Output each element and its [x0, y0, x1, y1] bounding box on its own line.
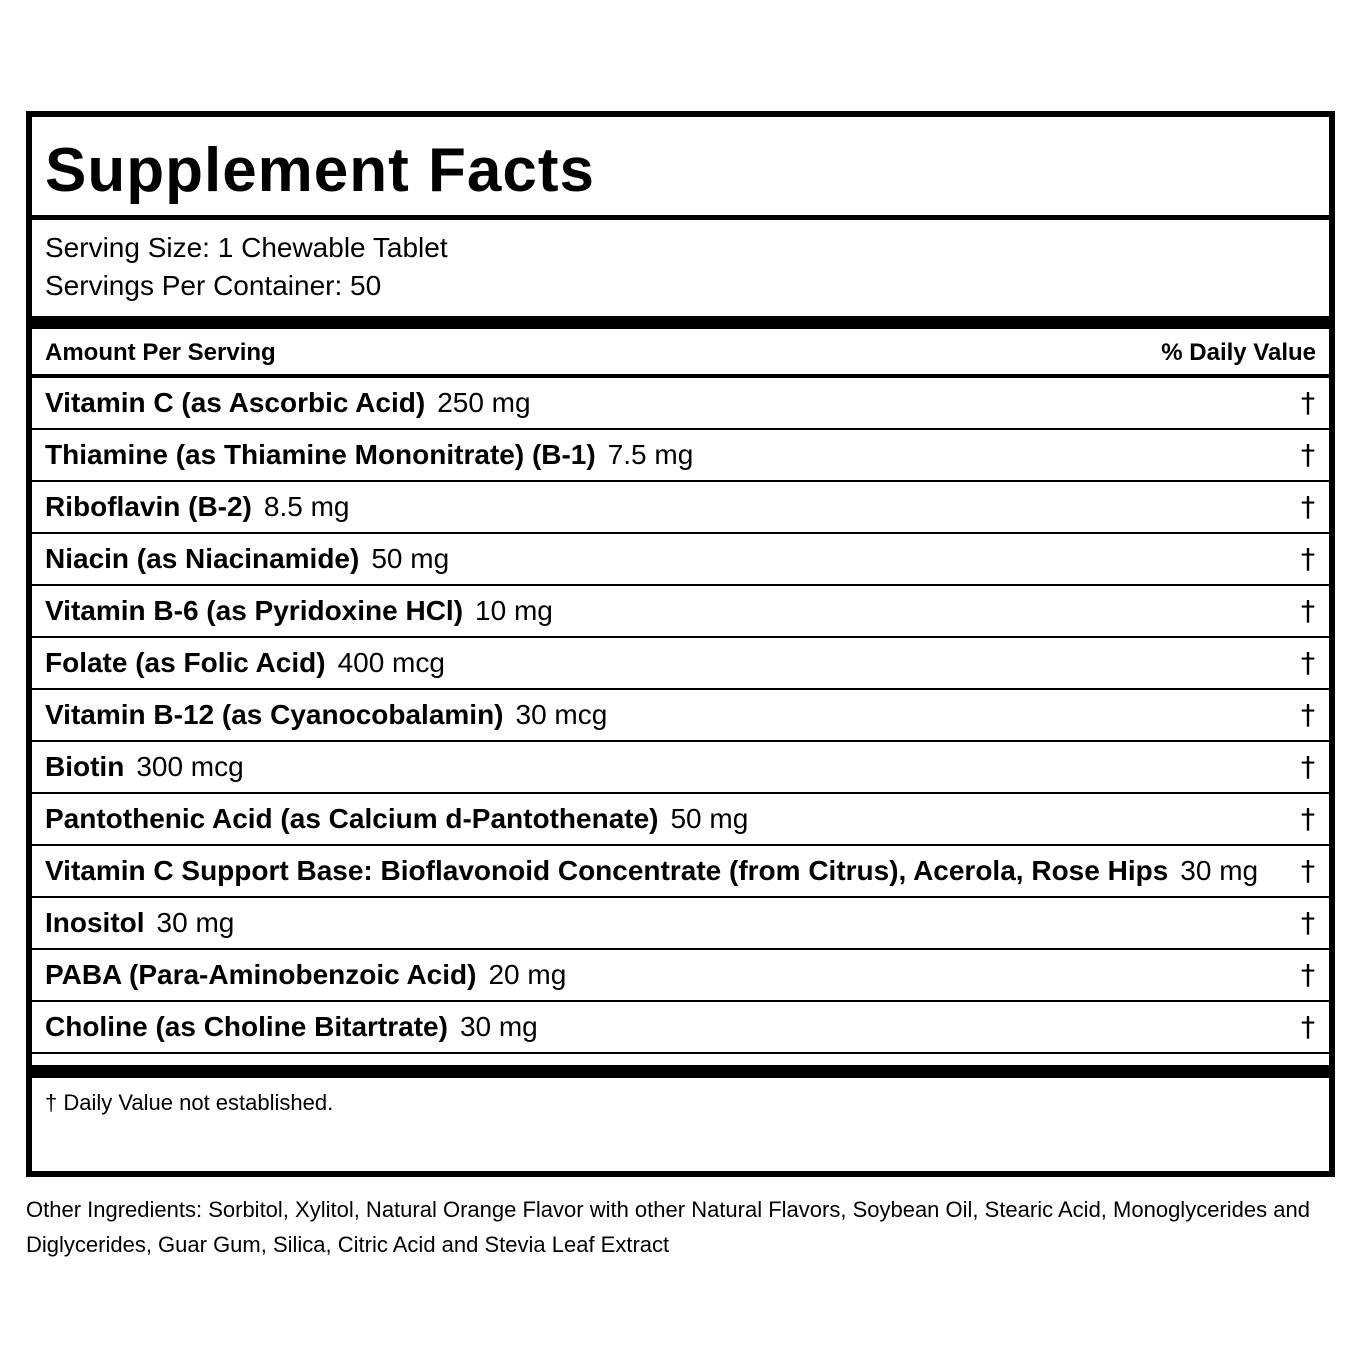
nutrient-name: PABA (Para-Aminobenzoic Acid): [45, 959, 477, 990]
table-row: [32, 482, 1329, 534]
table-row: [32, 534, 1329, 586]
nutrient-label: [45, 907, 234, 939]
nutrient-label: [45, 543, 449, 575]
daily-value-dagger: †: [1301, 750, 1315, 783]
nutrient-amount: 30 mg: [1180, 855, 1259, 886]
table-end-spacer: [32, 1054, 1329, 1065]
nutrient-label: [45, 959, 566, 991]
servings-per-container: Servings Per Container: 50: [45, 270, 382, 301]
table-row: [32, 638, 1329, 690]
daily-value-dagger: †: [1301, 490, 1315, 523]
nutrient-name: Vitamin C (as Ascorbic Acid): [45, 387, 426, 418]
table-row: [32, 378, 1329, 430]
nutrient-amount: 30 mg: [459, 1011, 538, 1042]
nutrient-amount: 30 mcg: [515, 699, 608, 730]
table-header: [32, 329, 1329, 378]
nutrient-name: Thiamine (as Thiamine Mononitrate) (B-1): [45, 439, 596, 470]
serving-size: Serving Size: 1 Chewable Tablet: [45, 232, 448, 263]
supplement-facts-panel: [26, 111, 1335, 1177]
nutrient-amount: 30 mg: [156, 907, 235, 938]
nutrient-amount: 8.5 mg: [263, 491, 350, 522]
nutrient-label: [45, 803, 748, 835]
table-row: [32, 690, 1329, 742]
nutrient-name: Vitamin B-12 (as Cyanocobalamin): [45, 699, 504, 730]
daily-value-dagger: †: [1301, 854, 1315, 887]
nutrient-amount: 250 mg: [437, 387, 531, 418]
daily-value-header: % Daily Value: [1161, 339, 1316, 366]
table-row: [32, 430, 1329, 482]
serving-info: [32, 220, 1329, 316]
nutrient-label: [45, 1011, 538, 1043]
nutrient-name: Inositol: [45, 907, 145, 938]
daily-value-dagger: †: [1301, 906, 1315, 939]
nutrient-amount: 20 mg: [488, 959, 567, 990]
nutrient-label: [45, 855, 1258, 887]
table-row: [32, 950, 1329, 1002]
thick-divider-bottom: [32, 1065, 1329, 1078]
nutrient-label: [45, 439, 693, 471]
nutrient-label: [45, 595, 553, 627]
nutrient-amount: 50 mg: [670, 803, 749, 834]
daily-value-footnote: † Daily Value not established.: [45, 1090, 334, 1115]
daily-value-dagger: †: [1301, 594, 1315, 627]
nutrient-name: Choline (as Choline Bitartrate): [45, 1011, 448, 1042]
title-section: [32, 117, 1329, 220]
nutrient-amount: 50 mg: [371, 543, 450, 574]
daily-value-dagger: †: [1301, 542, 1315, 575]
amount-per-serving-header: Amount Per Serving: [45, 339, 276, 366]
nutrient-amount: 300 mcg: [136, 751, 244, 782]
table-row: [32, 794, 1329, 846]
daily-value-dagger: †: [1301, 646, 1315, 679]
table-row: [32, 846, 1329, 898]
table-row: [32, 586, 1329, 638]
nutrient-name: Pantothenic Acid (as Calcium d-Pantothenate): [45, 803, 659, 834]
daily-value-dagger: †: [1301, 438, 1315, 471]
nutrient-label: [45, 699, 607, 731]
daily-value-dagger: †: [1301, 698, 1315, 731]
nutrient-label: [45, 751, 244, 783]
daily-value-dagger: †: [1301, 958, 1315, 991]
nutrient-amount: 7.5 mg: [607, 439, 694, 470]
nutrient-name: Folate (as Folic Acid): [45, 647, 326, 678]
table-row: [32, 1002, 1329, 1054]
nutrient-label: [45, 491, 350, 523]
daily-value-dagger: †: [1301, 1010, 1315, 1043]
daily-value-dagger: †: [1301, 802, 1315, 835]
daily-value-dagger: †: [1301, 386, 1315, 419]
nutrient-amount: 400 mcg: [337, 647, 445, 678]
nutrient-name: Vitamin C Support Base: Bioflavonoid Concentrate (from Citrus), Acerola, Rose Hips: [45, 855, 1169, 886]
nutrient-name: Biotin: [45, 751, 125, 782]
other-ingredients: Other Ingredients: Sorbitol, Xylitol, Natural Orange Flavor with other Natural Flavors, Soybean Oil, Stearic Acid, Monoglycerides and Diglycerides, Guar Gum, Silica, Citric Acid and Stevia Leaf Extract: [26, 1197, 1310, 1257]
panel-title: Supplement Facts: [45, 136, 595, 205]
nutrient-label: [45, 647, 445, 679]
nutrient-amount: 10 mg: [475, 595, 553, 626]
thick-divider-top: [32, 316, 1329, 329]
nutrient-label: [45, 387, 531, 419]
table-row: [32, 898, 1329, 950]
nutrient-name: Riboflavin (B-2): [45, 491, 252, 522]
table-row: [32, 742, 1329, 794]
nutrient-name: Niacin (as Niacinamide): [45, 543, 360, 574]
nutrient-name: Vitamin B-6 (as Pyridoxine HCl): [45, 595, 464, 626]
nutrient-table: [32, 378, 1329, 1054]
